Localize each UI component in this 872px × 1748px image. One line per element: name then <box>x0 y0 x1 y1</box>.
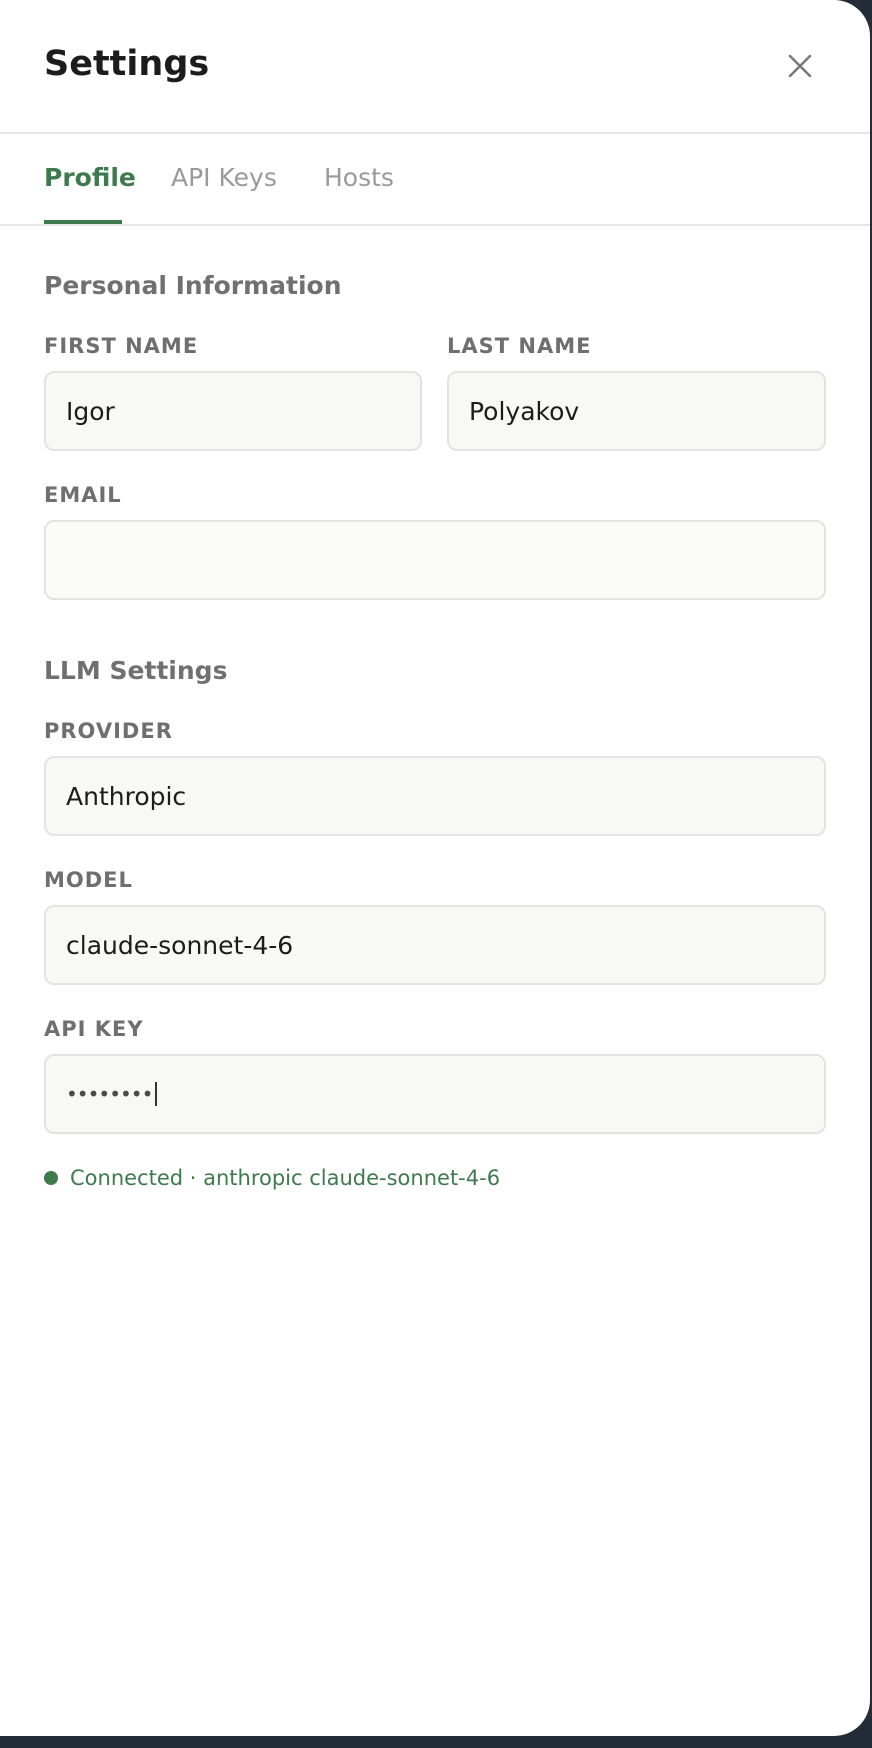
last-name-field[interactable] <box>447 371 826 451</box>
provider-label: PROVIDER <box>44 719 173 743</box>
tab-hosts[interactable]: Hosts <box>324 163 394 192</box>
first-name-value: Igor <box>66 396 115 426</box>
first-name-label: FIRST NAME <box>44 334 199 358</box>
provider-select[interactable] <box>44 756 826 836</box>
model-label: MODEL <box>44 868 133 892</box>
model-value: claude-sonnet-4-6 <box>66 930 294 960</box>
first-name-field[interactable] <box>44 371 422 451</box>
tab-profile[interactable]: Profile <box>44 163 136 192</box>
last-name-value: Polyakov <box>469 396 580 426</box>
last-name-label: LAST NAME <box>447 334 592 358</box>
provider-value: Anthropic <box>66 781 187 811</box>
connection-status <box>44 1164 500 1192</box>
api-key-field[interactable] <box>44 1054 826 1134</box>
email-label: EMAIL <box>44 483 122 507</box>
close-button[interactable] <box>778 44 822 88</box>
email-field[interactable] <box>44 520 826 600</box>
page-title: Settings <box>44 44 210 84</box>
tab-api-keys[interactable]: API Keys <box>171 163 277 192</box>
status-dot-icon <box>44 1171 58 1185</box>
close-icon <box>788 54 812 78</box>
text-cursor <box>155 1082 157 1106</box>
api-key-label: API KEY <box>44 1017 144 1041</box>
api-key-masked-value: •••••••• <box>66 1082 153 1106</box>
active-tab-indicator <box>44 220 122 224</box>
settings-header <box>0 0 870 134</box>
model-field[interactable] <box>44 905 826 985</box>
settings-tabs <box>0 134 870 226</box>
connection-status-text: Connected · anthropic claude-sonnet-4-6 <box>70 1166 501 1190</box>
llm-settings-heading: LLM Settings <box>44 656 228 685</box>
personal-information-heading: Personal Information <box>44 271 342 300</box>
